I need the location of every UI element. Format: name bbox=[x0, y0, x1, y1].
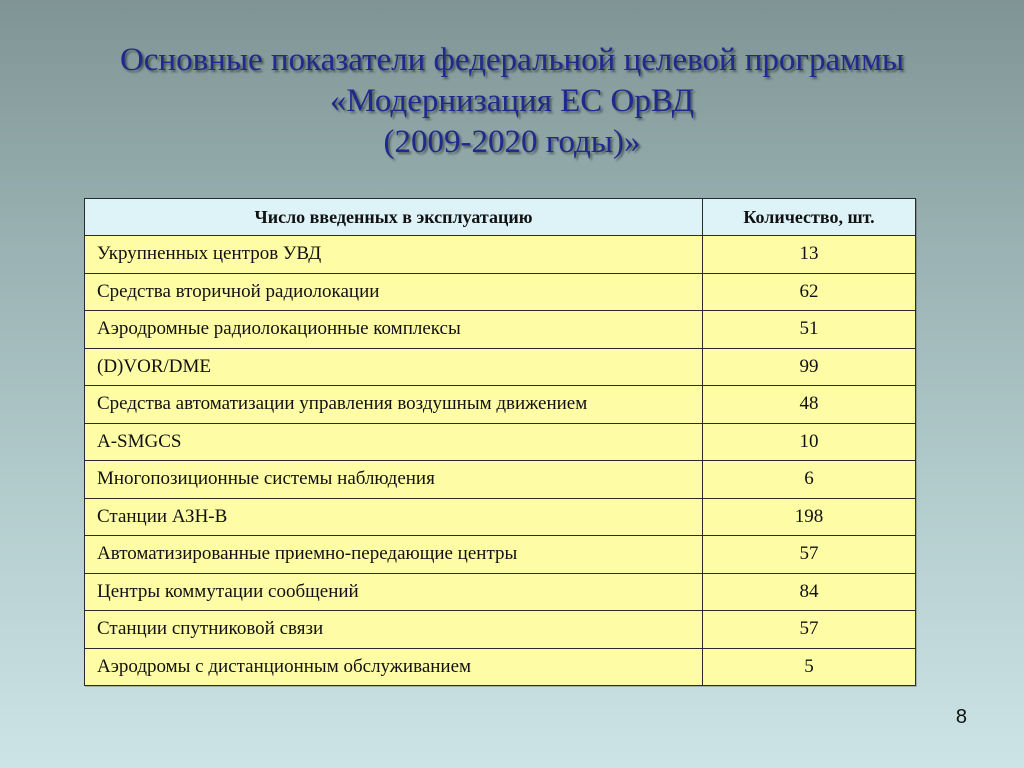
table-header-row bbox=[85, 199, 916, 236]
table-row bbox=[85, 273, 916, 311]
row-name: Укрупненных центров УВД bbox=[85, 236, 703, 274]
row-count: 13 bbox=[703, 236, 916, 274]
row-name: Аэродромные радиолокационные комплексы bbox=[85, 311, 703, 349]
table-row bbox=[85, 461, 916, 499]
row-count: 99 bbox=[703, 348, 916, 386]
table-row bbox=[85, 386, 916, 424]
row-name: Аэродромы с дистанционным обслуживанием bbox=[85, 648, 703, 686]
table-row bbox=[85, 611, 916, 649]
row-name: Автоматизированные приемно-передающие центры bbox=[85, 536, 703, 574]
table-row bbox=[85, 536, 916, 574]
row-count: 57 bbox=[703, 611, 916, 649]
table-row bbox=[85, 348, 916, 386]
row-count: 51 bbox=[703, 311, 916, 349]
table-row bbox=[85, 236, 916, 274]
row-name: Станции АЗН-В bbox=[85, 498, 703, 536]
column-header-count: Количество, шт. bbox=[703, 199, 916, 236]
row-count: 62 bbox=[703, 273, 916, 311]
table-row bbox=[85, 498, 916, 536]
row-count: 10 bbox=[703, 423, 916, 461]
slide-title bbox=[0, 40, 1024, 163]
title-line-1: Основные показатели федеральной целевой программы bbox=[119, 42, 905, 78]
row-count: 198 bbox=[703, 498, 916, 536]
table-row bbox=[85, 423, 916, 461]
row-count: 5 bbox=[703, 648, 916, 686]
row-name: Средства вторичной радиолокации bbox=[85, 273, 703, 311]
row-count: 57 bbox=[703, 536, 916, 574]
page-number: 8 bbox=[955, 706, 967, 728]
title-line-2: «Модернизация ЕС ОрВД bbox=[329, 83, 695, 119]
title-line-3: (2009-2020 годы)» bbox=[383, 124, 641, 160]
row-name: Средства автоматизации управления воздушным движением bbox=[85, 386, 703, 424]
row-name: A-SMGCS bbox=[85, 423, 703, 461]
row-count: 6 bbox=[703, 461, 916, 499]
table-row bbox=[85, 648, 916, 686]
row-name: Станции спутниковой связи bbox=[85, 611, 703, 649]
column-header-name: Число введенных в эксплуатацию bbox=[85, 199, 703, 236]
row-count: 84 bbox=[703, 573, 916, 611]
indicators-table bbox=[84, 198, 916, 686]
table-row bbox=[85, 573, 916, 611]
row-name: Центры коммутации сообщений bbox=[85, 573, 703, 611]
table-row bbox=[85, 311, 916, 349]
row-count: 48 bbox=[703, 386, 916, 424]
row-name: (D)VOR/DME bbox=[85, 348, 703, 386]
row-name: Многопозиционные системы наблюдения bbox=[85, 461, 703, 499]
